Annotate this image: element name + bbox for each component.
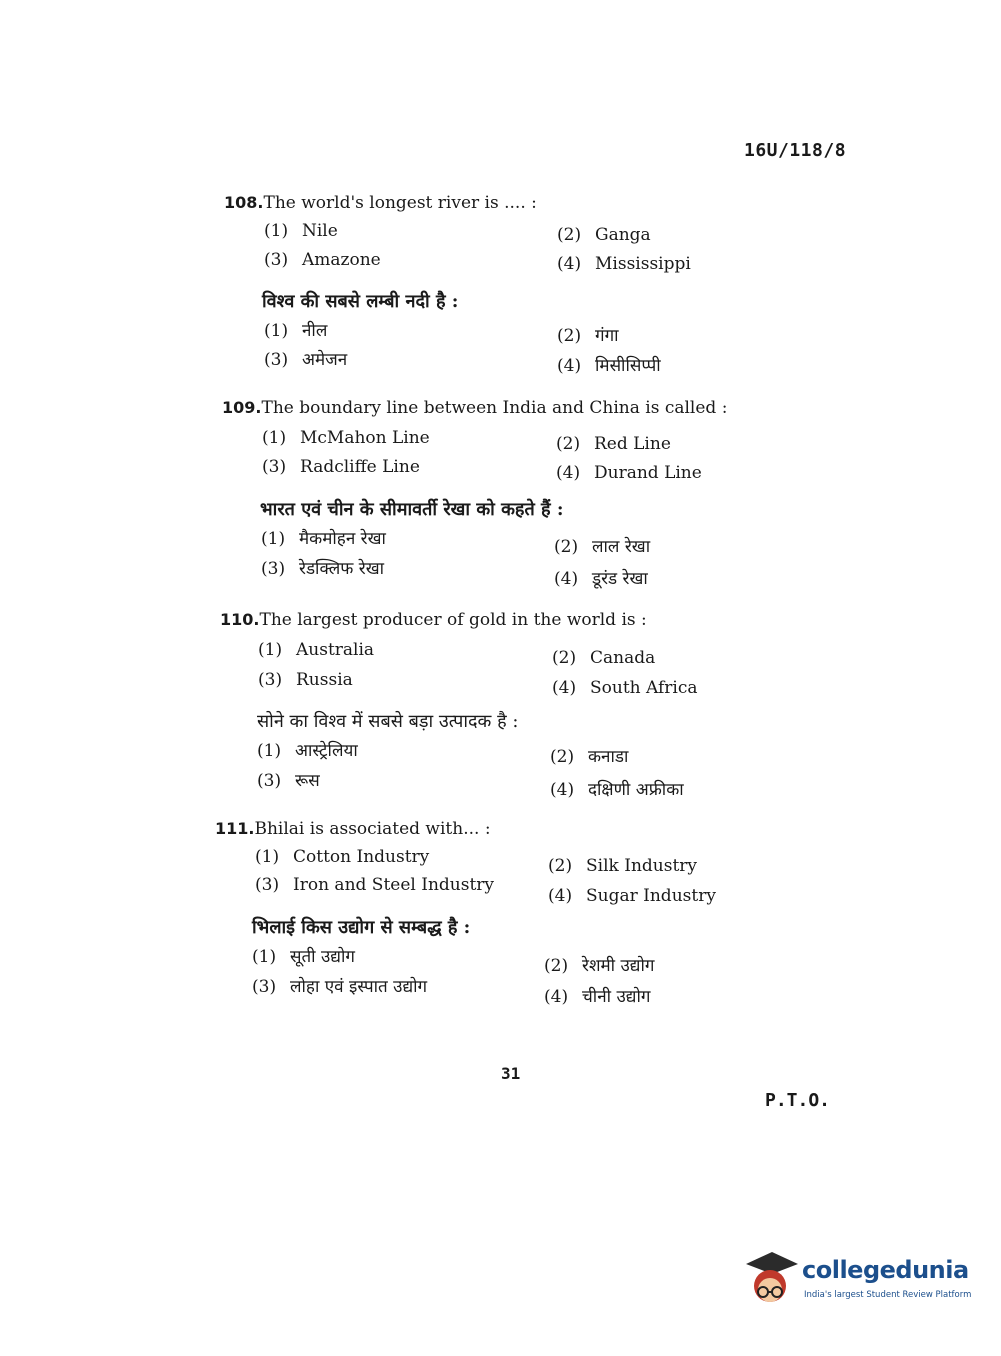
option-hi-2: (2) कनाडा — [550, 747, 629, 767]
question-number: 109. — [222, 398, 262, 417]
option-hi-4: (4) दक्षिणी अफ्रीका — [550, 780, 684, 800]
question-text-en — [224, 193, 537, 213]
option-en-3: (3) Russia — [258, 670, 353, 690]
question-stem-en: The world's longest river is .... : — [263, 193, 537, 213]
option-hi-1: (1) आस्ट्रेलिया — [257, 741, 358, 761]
question-text-en — [215, 819, 491, 839]
page-number: 31 — [501, 1064, 521, 1083]
option-hi-4: (4) मिसीसिप्पी — [557, 356, 661, 376]
option-hi-4: (4) डूरंड रेखा — [554, 569, 648, 589]
option-hi-4: (4) चीनी उद्योग — [544, 987, 651, 1007]
option-en-1: (1) Australia — [258, 640, 375, 660]
question-text-hi: भारत एवं चीन के सीमावर्ती रेखा को कहते हैं : — [260, 499, 564, 520]
question-stem-en: The boundary line between India and China is called : — [261, 398, 728, 418]
question-text-en — [222, 398, 727, 418]
option-hi-2: (2) गंगा — [557, 326, 619, 346]
option-hi-1: (1) मैकमोहन रेखा — [261, 529, 386, 549]
question-stem-en: Bhilai is associated with... : — [254, 819, 491, 839]
option-hi-2: (2) रेशमी उद्योग — [544, 956, 655, 976]
option-en-1: (1) Nile — [264, 221, 338, 241]
question-number: 110. — [220, 610, 260, 629]
collegedunia-watermark — [742, 1250, 972, 1310]
mascot-icon — [742, 1250, 800, 1310]
option-en-1: (1) Cotton Industry — [255, 847, 430, 867]
option-hi-1: (1) सूती उद्योग — [252, 947, 355, 967]
option-en-2: (2) Silk Industry — [548, 856, 698, 876]
pto-label: P.T.O. — [765, 1090, 831, 1111]
question-stem-en: The largest producer of gold in the world is : — [259, 610, 647, 630]
question-number: 111. — [215, 819, 255, 838]
option-en-2: (2) Red Line — [556, 434, 671, 454]
question-text-en — [220, 610, 647, 630]
option-en-4: (4) South Africa — [552, 678, 698, 698]
brand-name: collegedunia — [802, 1256, 969, 1284]
question-number: 108. — [224, 193, 264, 212]
question-text-hi: भिलाई किस उद्योग से सम्बद्ध है : — [252, 917, 471, 938]
option-hi-2: (2) लाल रेखा — [554, 537, 651, 557]
option-en-3: (3) Amazone — [264, 250, 381, 270]
brand-tagline: India's largest Student Review Platform — [804, 1290, 972, 1300]
option-en-3: (3) Radcliffe Line — [262, 457, 420, 477]
option-en-2: (2) Ganga — [557, 225, 651, 245]
option-hi-1: (1) नील — [264, 321, 328, 341]
option-en-4: (4) Durand Line — [556, 463, 702, 483]
option-en-1: (1) McMahon Line — [262, 428, 430, 448]
paper-code: 16U/118/8 — [744, 140, 847, 161]
option-hi-3: (3) रूस — [257, 771, 320, 791]
option-en-2: (2) Canada — [552, 648, 656, 668]
option-en-4: (4) Sugar Industry — [548, 886, 716, 906]
option-hi-3: (3) अमेजन — [264, 350, 348, 370]
question-text-hi: सोने का विश्व में सबसे बड़ा उत्पादक है : — [257, 711, 519, 732]
option-en-4: (4) Mississippi — [557, 254, 691, 274]
question-text-hi: विश्व की सबसे लम्बी नदी है : — [262, 291, 459, 312]
option-hi-3: (3) लोहा एवं इस्पात उद्योग — [252, 977, 428, 997]
option-hi-3: (3) रेडक्लिफ रेखा — [261, 559, 385, 579]
option-en-3: (3) Iron and Steel Industry — [255, 875, 495, 895]
